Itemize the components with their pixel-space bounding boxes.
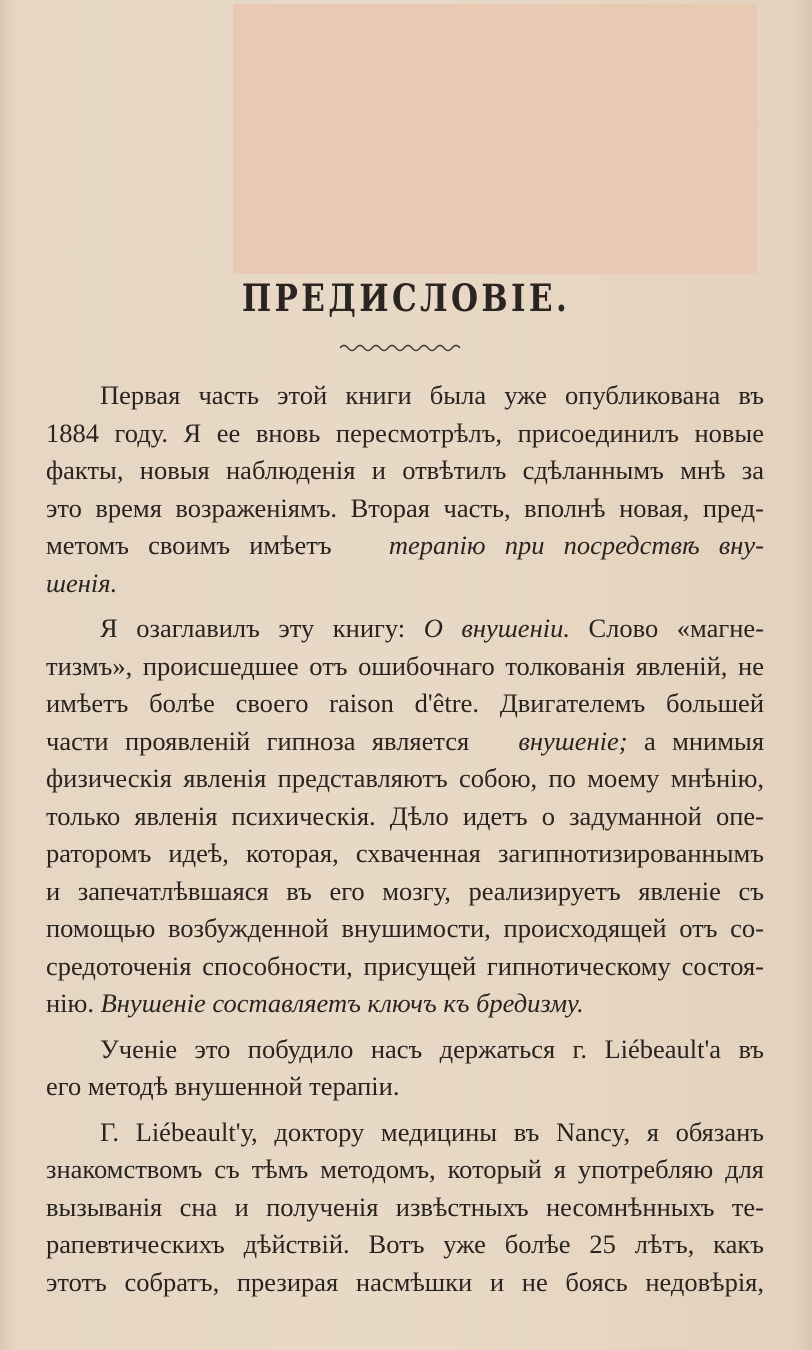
- text-line: [46, 723, 764, 761]
- text-line: факты, новыя наблюденія и отвѣтилъ сдѣланнымъ мнѣ за: [46, 455, 764, 485]
- text-line: это время возраженіямъ. Вторая часть, вполнѣ новая, пред-: [46, 492, 764, 523]
- text-fragment: а мнимыя: [643, 725, 764, 756]
- text-fragment: Слово «магне-: [588, 613, 764, 643]
- text-line: Г. Liébeault'у, доктору медицины въ Nancy, я обязанъ: [100, 1116, 764, 1147]
- text-line: вызыванія сна и полученія извѣстныхъ несомнѣнныхъ те-: [46, 1191, 764, 1222]
- text-line: имѣетъ болѣе своего raison d'être. Двигателемъ большей: [46, 688, 764, 718]
- text-line: тизмъ», происшедшее отъ ошибочнаго толкованія явленій, не: [46, 650, 764, 681]
- italic-fragment: терапію при посредствѣ вну-: [388, 530, 764, 560]
- text-fragment: нію.: [46, 988, 94, 1018]
- text-line: раторомъ идеѣ, которая, схваченная загипнотизированнымъ: [46, 838, 764, 868]
- italic-fragment: Внушеніе составляетъ ключъ къ бредизму.: [100, 988, 584, 1018]
- text-line: знакомствомъ съ тѣмъ методомъ, который я употребляю для: [46, 1154, 764, 1184]
- text-line: Первая часть этой книги была уже опубликована въ: [100, 380, 764, 410]
- blank-image-area: [233, 4, 757, 274]
- text-line: его методѣ внушенной терапіи.: [46, 1071, 400, 1101]
- text-line: физическія явленія представляютъ собою, по моему мнѣнію,: [46, 763, 764, 793]
- text-line: помощью возбужденной внушимости, происходящей отъ со-: [46, 913, 764, 943]
- italic-fragment: внушеніе;: [518, 725, 628, 756]
- text-line: [46, 985, 764, 1023]
- wavy-ornament: [336, 340, 468, 356]
- text-fragment: Я озаглавилъ эту книгу:: [100, 613, 406, 643]
- text-fragment: метомъ своимъ имѣетъ: [46, 530, 332, 560]
- text-line: рапевтическихъ дѣйствій. Вотъ уже болѣе 25 лѣтъ, какъ: [46, 1229, 764, 1259]
- italic-fragment: О внушеніи.: [423, 613, 570, 643]
- text-line: шенія.: [46, 567, 118, 598]
- text-line: 1884 году. Я ее вновь пересмотрѣлъ, присоединилъ новые: [46, 417, 764, 448]
- text-line: [46, 610, 764, 648]
- text-line: и запечатлѣвшаяся въ его мозгу, реализируетъ явленіе съ: [46, 875, 764, 906]
- page-title: ПРЕДИСЛОВІЕ.: [241, 276, 571, 320]
- text-line: средоточенія способности, присущей гипнотическому состоя-: [46, 950, 764, 981]
- text-fragment: части проявленій гипноза является: [46, 725, 470, 756]
- text-line: этотъ собратъ, презирая насмѣшки и не боясь недовѣрія,: [46, 1266, 764, 1297]
- text-line: [46, 527, 764, 565]
- text-line: Ученіе это побудило насъ держаться г. Liébeault'а въ: [100, 1033, 764, 1064]
- preface-text: [46, 377, 764, 1301]
- text-line: только явленія психическія. Дѣло идетъ о задуманной опе-: [46, 800, 764, 831]
